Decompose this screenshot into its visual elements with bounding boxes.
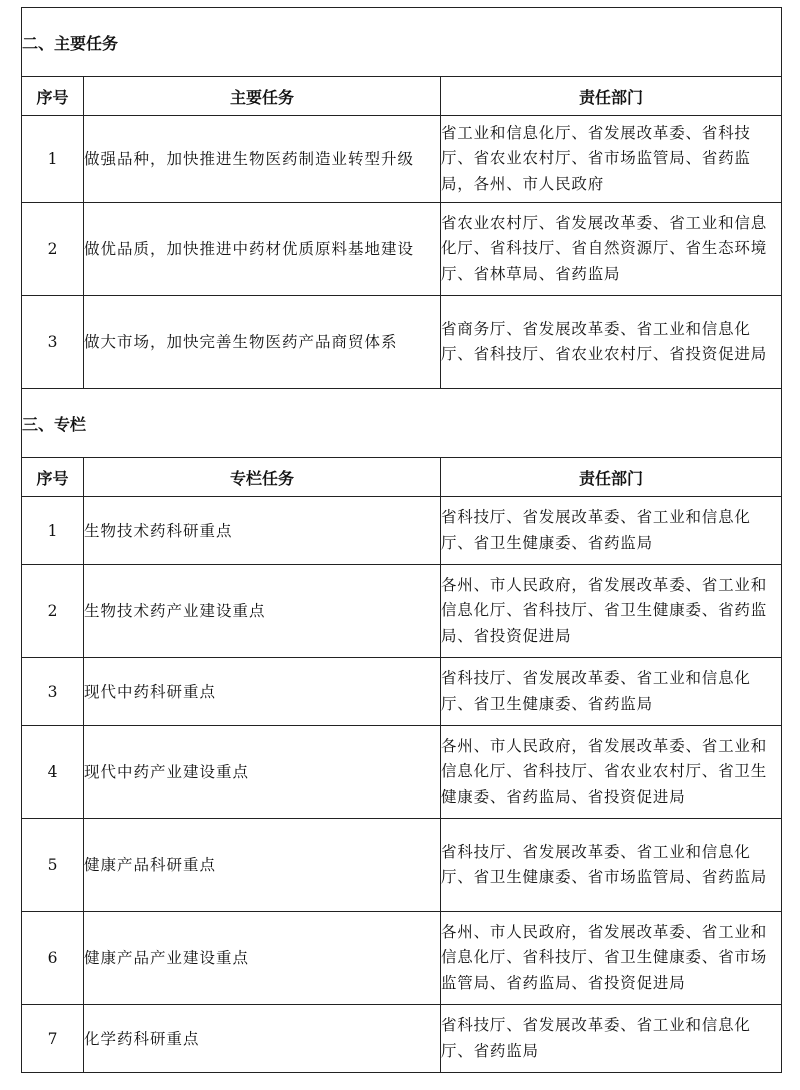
number-header: 序号 xyxy=(22,458,84,497)
table-row xyxy=(22,497,782,565)
task-header: 主要任务 xyxy=(84,77,441,116)
department-cell: 省农业农村厅、省发展改革委、省工业和信息化厅、省科技厅、省自然资源厅、省生态环境厅、省林草局、省药监局 xyxy=(441,203,782,296)
row-number: 4 xyxy=(22,726,84,819)
row-number: 6 xyxy=(22,912,84,1005)
section-title: 二、主要任务 xyxy=(22,8,782,77)
task-cell: 现代中药科研重点 xyxy=(84,658,441,726)
section-heading-row xyxy=(22,389,782,458)
row-number: 3 xyxy=(22,296,84,389)
table-row xyxy=(22,296,782,389)
department-header: 责任部门 xyxy=(441,77,782,116)
task-cell: 生物技术药产业建设重点 xyxy=(84,565,441,658)
task-cell: 生物技术药科研重点 xyxy=(84,497,441,565)
number-header: 序号 xyxy=(22,77,84,116)
department-header: 责任部门 xyxy=(441,458,782,497)
row-number: 1 xyxy=(22,497,84,565)
task-cell: 做优品质，加快推进中药材优质原料基地建设 xyxy=(84,203,441,296)
department-cell: 省科技厅、省发展改革委、省工业和信息化厅、省卫生健康委、省药监局 xyxy=(441,658,782,726)
task-cell: 健康产品产业建设重点 xyxy=(84,912,441,1005)
task-cell: 化学药科研重点 xyxy=(84,1005,441,1073)
department-cell: 省科技厅、省发展改革委、省工业和信息化厅、省卫生健康委、省药监局 xyxy=(441,497,782,565)
department-cell: 省科技厅、省发展改革委、省工业和信息化厅、省卫生健康委、省市场监管局、省药监局 xyxy=(441,819,782,912)
task-header: 专栏任务 xyxy=(84,458,441,497)
table-row xyxy=(22,203,782,296)
section-heading-row xyxy=(22,8,782,77)
row-number: 5 xyxy=(22,819,84,912)
task-cell: 健康产品科研重点 xyxy=(84,819,441,912)
task-cell: 现代中药产业建设重点 xyxy=(84,726,441,819)
task-table xyxy=(21,7,782,1073)
table-row xyxy=(22,565,782,658)
table-header-row xyxy=(22,77,782,116)
table-row xyxy=(22,726,782,819)
table-row xyxy=(22,1005,782,1073)
row-number: 2 xyxy=(22,565,84,658)
row-number: 3 xyxy=(22,658,84,726)
department-cell: 各州、市人民政府，省发展改革委、省工业和信息化厅、省科技厅、省卫生健康委、省市场监管局、省药监局、省投资促进局 xyxy=(441,912,782,1005)
task-cell: 做强品种，加快推进生物医药制造业转型升级 xyxy=(84,116,441,203)
table-row xyxy=(22,819,782,912)
row-number: 7 xyxy=(22,1005,84,1073)
department-cell: 省工业和信息化厅、省发展改革委、省科技厅、省农业农村厅、省市场监管局、省药监局，各州、市人民政府 xyxy=(441,116,782,203)
task-cell: 做大市场，加快完善生物医药产品商贸体系 xyxy=(84,296,441,389)
table-row xyxy=(22,658,782,726)
section-title: 三、专栏 xyxy=(22,389,782,458)
row-number: 1 xyxy=(22,116,84,203)
table-header-row xyxy=(22,458,782,497)
row-number: 2 xyxy=(22,203,84,296)
table-row xyxy=(22,912,782,1005)
department-cell: 各州、市人民政府，省发展改革委、省工业和信息化厅、省科技厅、省农业农村厅、省卫生健康委、省药监局、省投资促进局 xyxy=(441,726,782,819)
department-cell: 省商务厅、省发展改革委、省工业和信息化厅、省科技厅、省农业农村厅、省投资促进局 xyxy=(441,296,782,389)
table-row xyxy=(22,116,782,203)
department-cell: 省科技厅、省发展改革委、省工业和信息化厅、省药监局 xyxy=(441,1005,782,1073)
department-cell: 各州、市人民政府，省发展改革委、省工业和信息化厅、省科技厅、省卫生健康委、省药监局、省投资促进局 xyxy=(441,565,782,658)
